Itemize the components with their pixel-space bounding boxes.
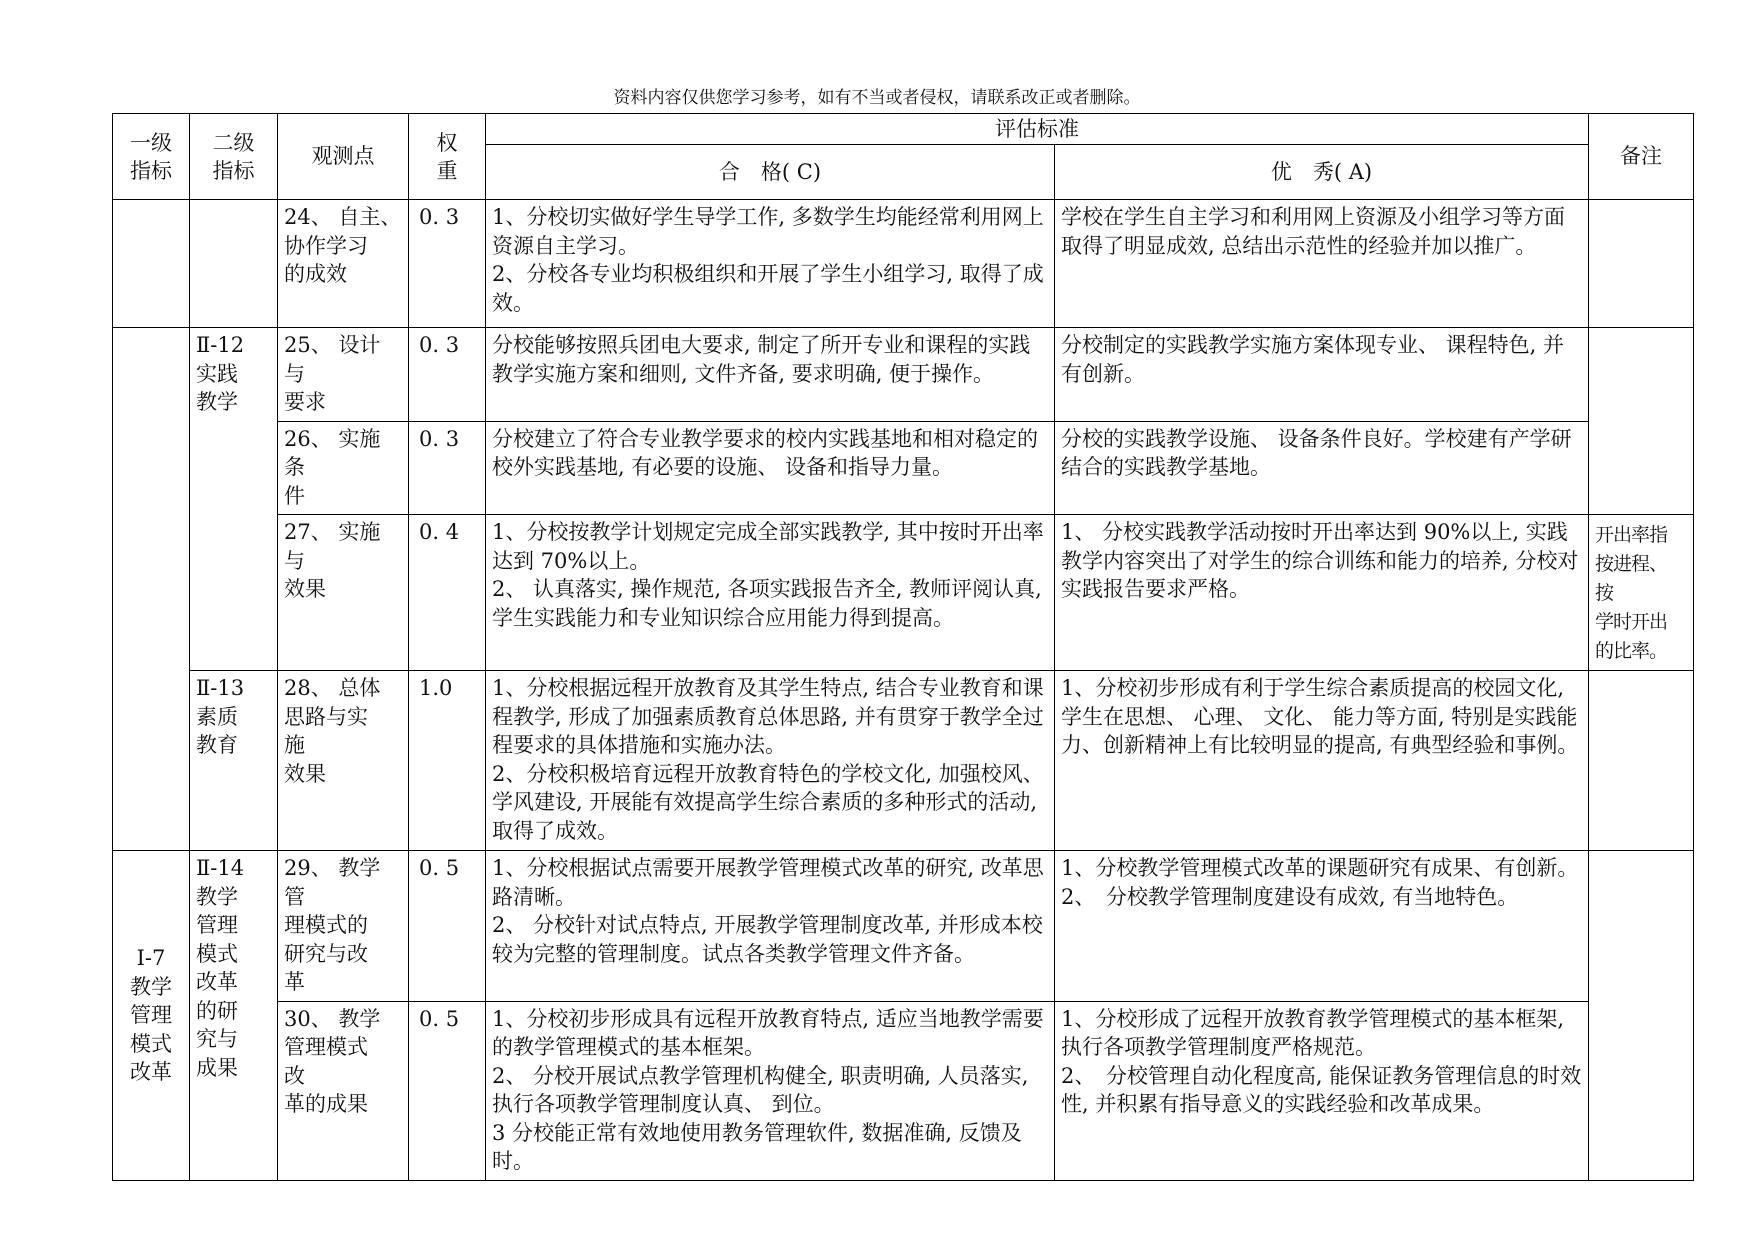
- table-row: [113, 1001, 1694, 1180]
- cell-point: 26、 实施 条 件: [278, 421, 409, 515]
- cell-weight: 0. 3: [409, 200, 486, 328]
- cell-pass: 分校建立了符合专业教学要求的校内实践基地和相对稳定的校外实践基地, 有必要的设施、 设备和指导力量。: [486, 421, 1055, 515]
- cell-point: 30、 教学 管理模式 改 革的成果: [278, 1001, 409, 1180]
- cell-weight: 0. 5: [409, 1001, 486, 1180]
- cell-level2: Ⅱ-12 实践 教学: [190, 328, 278, 671]
- cell-point: 29、 教学 管 理模式的 研究与改 革: [278, 851, 409, 1002]
- header-remark: 备注: [1589, 114, 1694, 200]
- table-row: [113, 328, 1694, 422]
- table-row: [113, 671, 1694, 851]
- cell-pass: 1、分校根据试点需要开展教学管理模式改革的研究, 改革思路清晰。 2、 分校针对试点特点, 开展教学管理制度改革, 并形成本校较为完整的管理制度。试点各类教学管理文件齐备。: [486, 851, 1055, 1002]
- cell-pass: 1、分校按教学计划规定完成全部实践教学, 其中按时开出率达到 70%以上。 2、 认真落实, 操作规范, 各项实践报告齐全, 教师评阅认真, 学生实践能力和专业知识综合应用能力得到提高。: [486, 515, 1055, 671]
- cell-level1: Ⅰ-7 教学 管理 模式 改革: [113, 851, 190, 1181]
- cell-weight: 0. 3: [409, 328, 486, 422]
- header-pass: 合 格( C): [486, 145, 1055, 200]
- cell-excellent: 分校制定的实践教学实施方案体现专业、 课程特色, 并有创新。: [1055, 328, 1589, 422]
- cell-pass: 1、分校根据远程开放教育及其学生特点, 结合专业教育和课程教学, 形成了加强素质教育总体思路, 并有贯穿于教学全过程要求的具体措施和实施办法。 2、分校积极培育远程开放教育特色的学校文化, 加强校风、 学风建设, 开展能有效提高学生综合素质的多种形式的活动, 取得了成效。: [486, 671, 1055, 851]
- cell-remark: [1589, 328, 1694, 515]
- cell-pass: 1、分校切实做好学生导学工作, 多数学生均能经常利用网上资源自主学习。 2、分校各专业均积极组织和开展了学生小组学习, 取得了成效。: [486, 200, 1055, 328]
- table-row: [113, 421, 1694, 515]
- cell-excellent: 1、分校初步形成有利于学生综合素质提高的校园文化, 学生在思想、 心理、 文化、 能力等方面, 特别是实践能力、创新精神上有比较明显的提高, 有典型经验和事例。: [1055, 671, 1589, 851]
- cell-remark: 开出率指 按进程、 按 学时开出 的比率。: [1589, 515, 1694, 671]
- header-level2: 二级 指标: [190, 114, 278, 200]
- cell-level1: [113, 200, 190, 328]
- cell-weight: 1.0: [409, 671, 486, 851]
- cell-pass: 分校能够按照兵团电大要求, 制定了所开专业和课程的实践教学实施方案和细则, 文件齐备, 要求明确, 便于操作。: [486, 328, 1055, 422]
- cell-point: 24、 自主、 协作学习 的成效: [278, 200, 409, 328]
- cell-excellent: 分校的实践教学设施、 设备条件良好。学校建有产学研结合的实践教学基地。: [1055, 421, 1589, 515]
- cell-remark: [1589, 851, 1694, 1181]
- cell-level2: Ⅱ-13 素质 教育: [190, 671, 278, 851]
- cell-weight: 0. 5: [409, 851, 486, 1002]
- header-level1: 一级 指标: [113, 114, 190, 200]
- header-excellent: 优 秀( A): [1055, 145, 1589, 200]
- cell-remark: [1589, 671, 1694, 851]
- cell-level2: [190, 200, 278, 328]
- table-row: [113, 851, 1694, 1002]
- cell-level1: [113, 328, 190, 851]
- cell-excellent: 1、 分校实践教学活动按时开出率达到 90%以上, 实践教学内容突出了对学生的综合训练和能力的培养, 分校对实践报告要求严格。: [1055, 515, 1589, 671]
- cell-point: 27、 实施 与 效果: [278, 515, 409, 671]
- header-criteria: 评估标准: [486, 114, 1589, 145]
- cell-remark: [1589, 200, 1694, 328]
- cell-weight: 0. 3: [409, 421, 486, 515]
- cell-level2: Ⅱ-14 教学 管理 模式 改革 的研 究与 成果: [190, 851, 278, 1181]
- cell-excellent: 1、分校形成了远程开放教育教学管理模式的基本框架, 执行各项教学管理制度严格规范。 2、 分校管理自动化程度高, 能保证教务管理信息的时效性, 并积累有指导意义的实践经验和改革成果。: [1055, 1001, 1589, 1180]
- cell-point: 25、 设计 与 要求: [278, 328, 409, 422]
- cell-pass: 1、分校初步形成具有远程开放教育特点, 适应当地教学需要的教学管理模式的基本框架。 2、 分校开展试点教学管理机构健全, 职责明确, 人员落实, 执行各项教学管理制度认真、 到位。 3 分校能正常有效地使用教务管理软件, 数据准确, 反馈及时。: [486, 1001, 1055, 1180]
- header-weight: 权 重: [409, 114, 486, 200]
- table-row: [113, 515, 1694, 671]
- evaluation-table: [112, 113, 1694, 1181]
- cell-excellent: 1、分校教学管理模式改革的课题研究有成果、有创新。 2、 分校教学管理制度建设有成效, 有当地特色。: [1055, 851, 1589, 1002]
- copyright-notice: 资料内容仅供您学习参考，如有不当或者侵权，请联系改正或者删除。: [613, 88, 1141, 108]
- cell-point: 28、 总体 思路与实 施 效果: [278, 671, 409, 851]
- header-observation: 观测点: [278, 114, 409, 200]
- table-row: [113, 200, 1694, 328]
- cell-excellent: 学校在学生自主学习和利用网上资源及小组学习等方面取得了明显成效, 总结出示范性的经验并加以推广。: [1055, 200, 1589, 328]
- cell-weight: 0. 4: [409, 515, 486, 671]
